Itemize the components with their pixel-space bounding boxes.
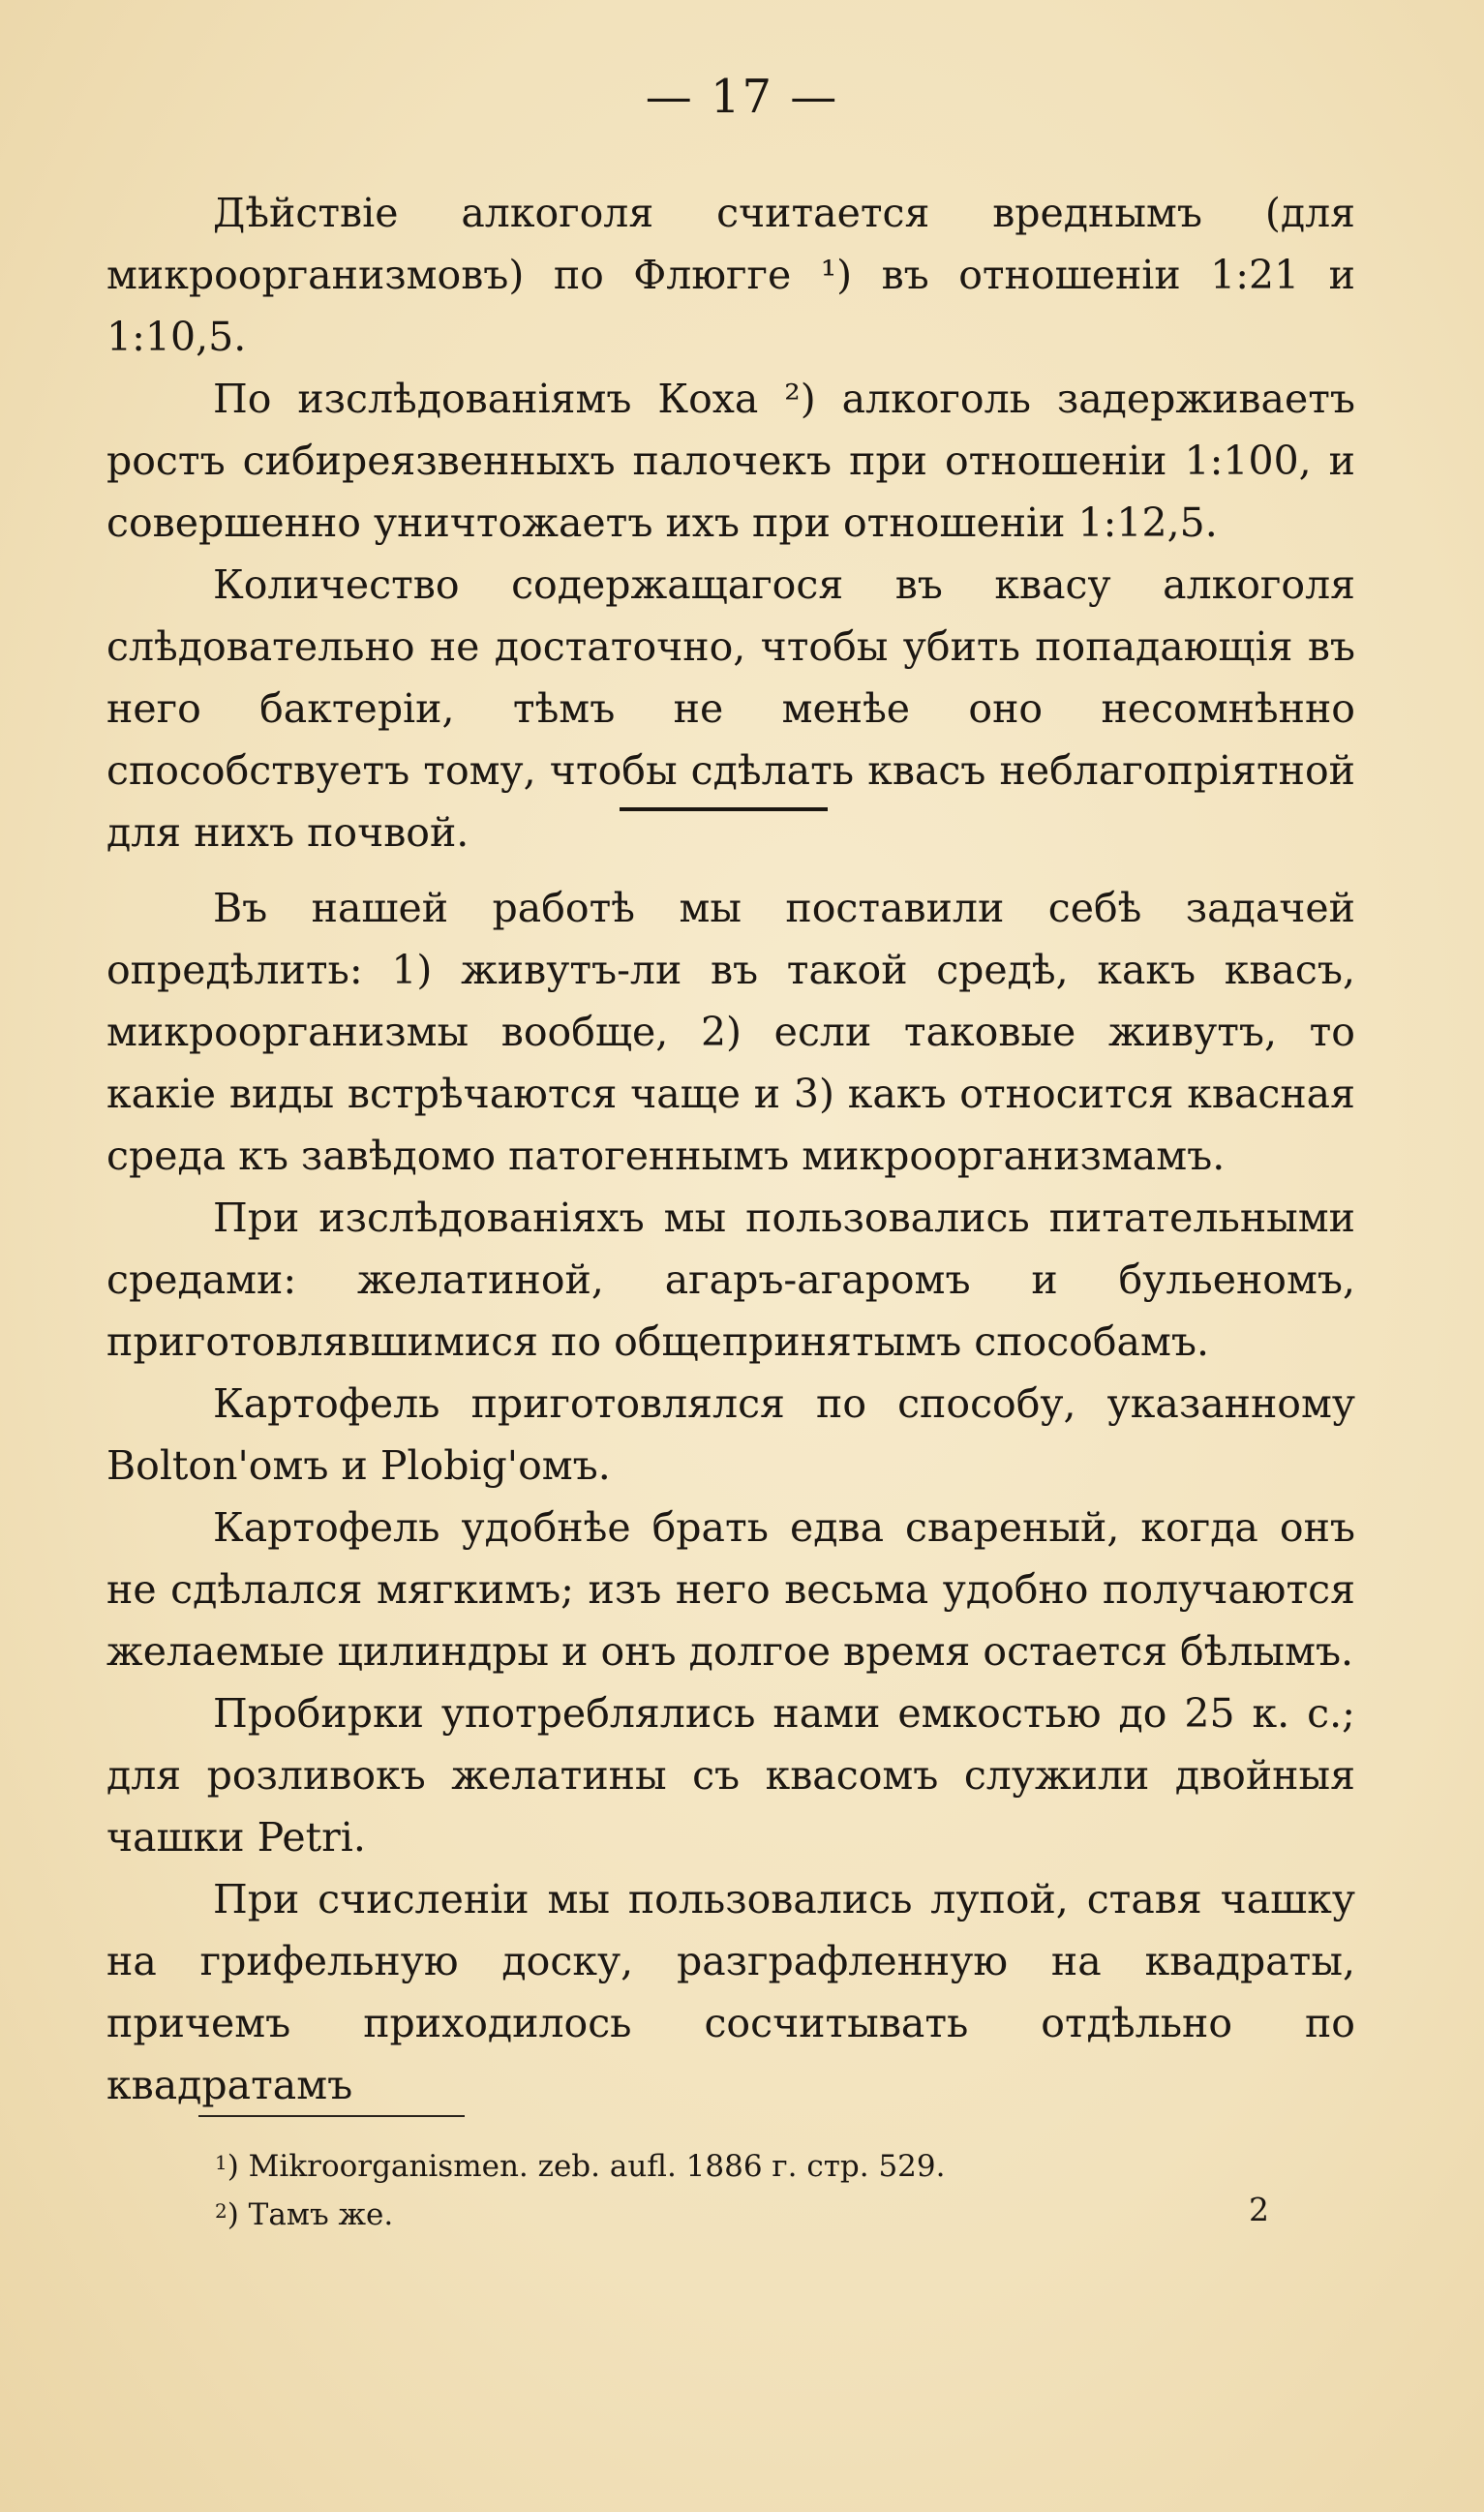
paragraph: При изслѣдованіяхъ мы пользовались питательными средами: желатиной, агаръ-агаромъ и бульеномъ, приготовлявшимися по общепринятымъ способамъ. xyxy=(106,1195,1355,1365)
footnote-marker: 1 xyxy=(215,2151,227,2174)
footnote-text: ) Mikroorganismen. zeb. aufl. 1886 г. стр. 529. xyxy=(227,2149,946,2184)
text-block-top xyxy=(106,182,1355,863)
signature-mark: 2 xyxy=(1249,2191,1269,2228)
footnote-marker: 2 xyxy=(215,2199,227,2223)
paragraph: По изслѣдованіямъ Коха ²) алкоголь задерживаетъ ростъ сибиреязвенныхъ палочекъ при отношеніи 1:100, и совершенно уничтожаетъ ихъ при отношеніи 1:12,5. xyxy=(106,376,1355,546)
paragraph: Дѣйствіе алкоголя считается вреднымъ (для микроорганизмовъ) по Флюгге ¹) въ отношеніи 1:21 и 1:10,5. xyxy=(106,190,1355,360)
paragraph: Пробирки употреблялись нами емкостью до 25 к. с.; для розливокъ желатины съ квасомъ служили двойныя чашки Petri. xyxy=(106,1690,1355,1861)
footnotes xyxy=(215,2142,1280,2239)
section-divider xyxy=(620,807,828,811)
paragraph: Количество содержащагося въ квасу алкоголя слѣдовательно не достаточно, чтобы убить попадающія въ него бактеріи, тѣмъ не менѣе оно несомнѣнно способствуетъ тому, чтобы сдѣлать квасъ неблагопріятной для нихъ почвой. xyxy=(106,561,1355,856)
text-block-bottom xyxy=(106,877,1355,2116)
footnote xyxy=(215,2191,1280,2239)
paragraph: Картофель удобнѣе брать едва свареный, когда онъ не сдѣлался мягкимъ; изъ него весьма удобно получаются желаемые цилиндры и онъ долгое время остается бѣлымъ. xyxy=(106,1504,1355,1675)
paragraph: При счисленіи мы пользовались лупой, ставя чашку на грифельную доску, разграфленную на квадраты, причемъ приходилось сосчитывать отдѣльно по квадратамъ xyxy=(106,1876,1355,2108)
paragraph: Картофель приготовлялся по способу, указанному Bolton'омъ и Plobig'омъ. xyxy=(106,1380,1355,1489)
footnote xyxy=(215,2142,1280,2191)
footnote-divider xyxy=(198,2115,465,2117)
footnote-text: ) Тамъ же. xyxy=(227,2197,394,2232)
page-number: — 17 — xyxy=(645,70,839,124)
paragraph: Въ нашей работѣ мы поставили себѣ задачей опредѣлить: 1) живутъ-ли въ такой средѣ, какъ квасъ, микроорганизмы вообще, 2) если таковые живутъ, то какіе виды встрѣчаются чаще и 3) какъ относится квасная среда къ завѣдомо патогеннымъ микроорганизмамъ. xyxy=(106,885,1355,1179)
